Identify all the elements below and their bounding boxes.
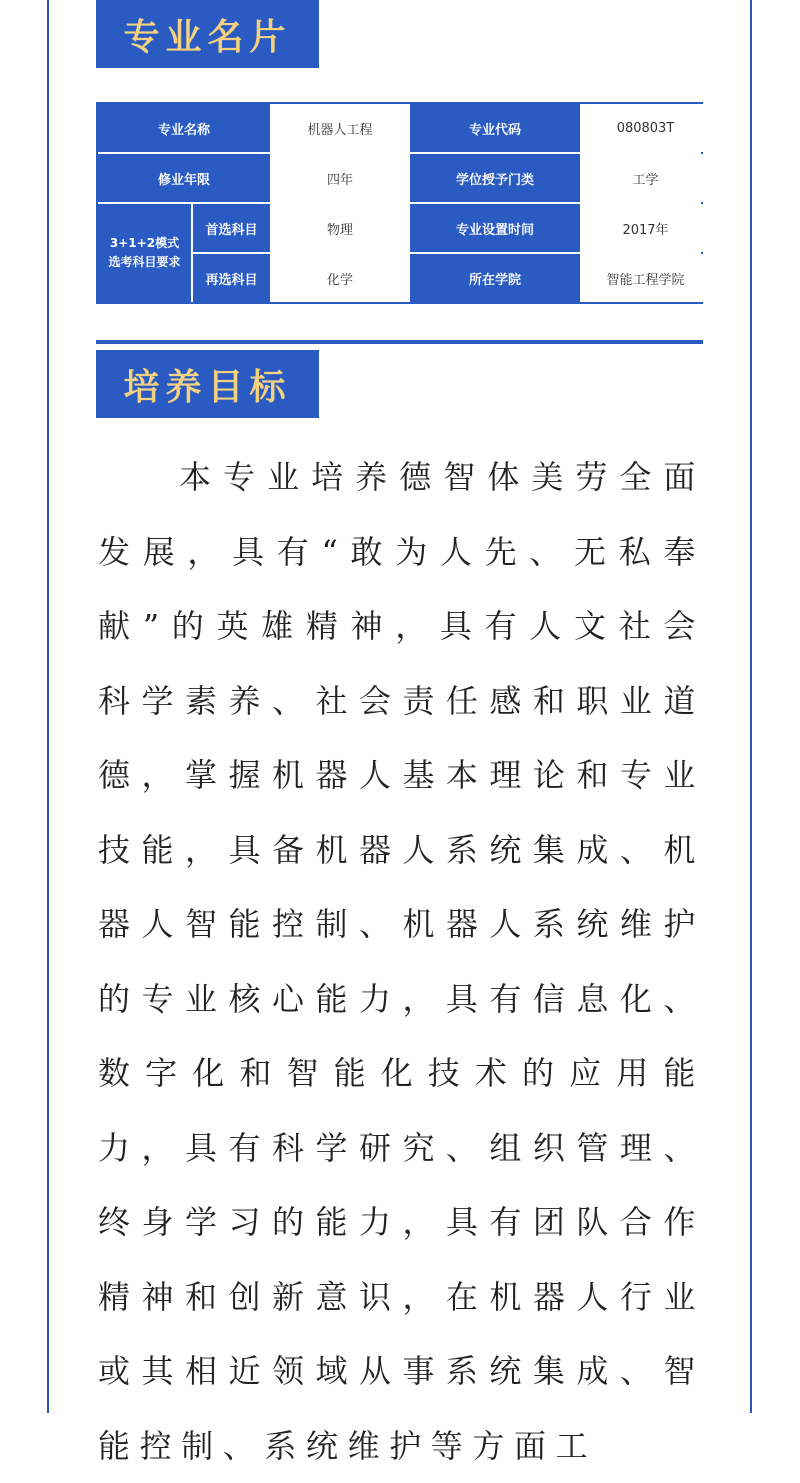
- setup-time-label: 专业设置时间: [410, 204, 580, 252]
- first-subject-label: 首选科目: [193, 204, 270, 252]
- major-name-label: 专业名称: [98, 104, 270, 152]
- profile-section-heading: 专业名片: [96, 0, 319, 68]
- major-name-value: 机器人工程: [272, 104, 408, 152]
- objective-section-heading: 培养目标: [96, 350, 319, 418]
- page-frame-left-border: [47, 0, 49, 1413]
- first-subject-value: 物理: [272, 204, 408, 252]
- college-value: 智能工程学院: [582, 254, 709, 302]
- duration-label: 修业年限: [98, 154, 270, 202]
- college-label: 所在学院: [410, 254, 580, 302]
- setup-time-value: 2017年: [582, 204, 709, 252]
- page-frame-right-border: [750, 0, 752, 1413]
- subject-requirement-label: 3+1+2模式 选考科目要求: [98, 204, 191, 302]
- duration-value: 四年: [272, 154, 408, 202]
- degree-label: 学位授予门类: [410, 154, 580, 202]
- major-code-value: 080803T: [582, 104, 709, 152]
- objective-paragraph: 本专业培养德智体美劳全面发展，具有“敢为人先、无私奉献”的英雄精神，具有人文社会科学素养、社会责任感和职业道德，掌握机器人基本理论和专业技能，具备机器人系统集成、机器人智能控制、机器人系统维护的专业核心能力，具有信息化、数字化和智能化技术的应用能力，具有科学研究、组织管理、终身学习的能力，具有团队合作精神和创新意识，在机器人行业或其相近领域从事系统集成、智能控制、系统维护等方面工: [98, 458, 705, 1465]
- major-code-label: 专业代码: [410, 104, 580, 152]
- second-subject-value: 化学: [272, 254, 408, 302]
- section-divider: [96, 340, 703, 344]
- degree-value: 工学: [582, 154, 709, 202]
- major-profile-table: [96, 102, 703, 304]
- second-subject-label: 再选科目: [193, 254, 270, 302]
